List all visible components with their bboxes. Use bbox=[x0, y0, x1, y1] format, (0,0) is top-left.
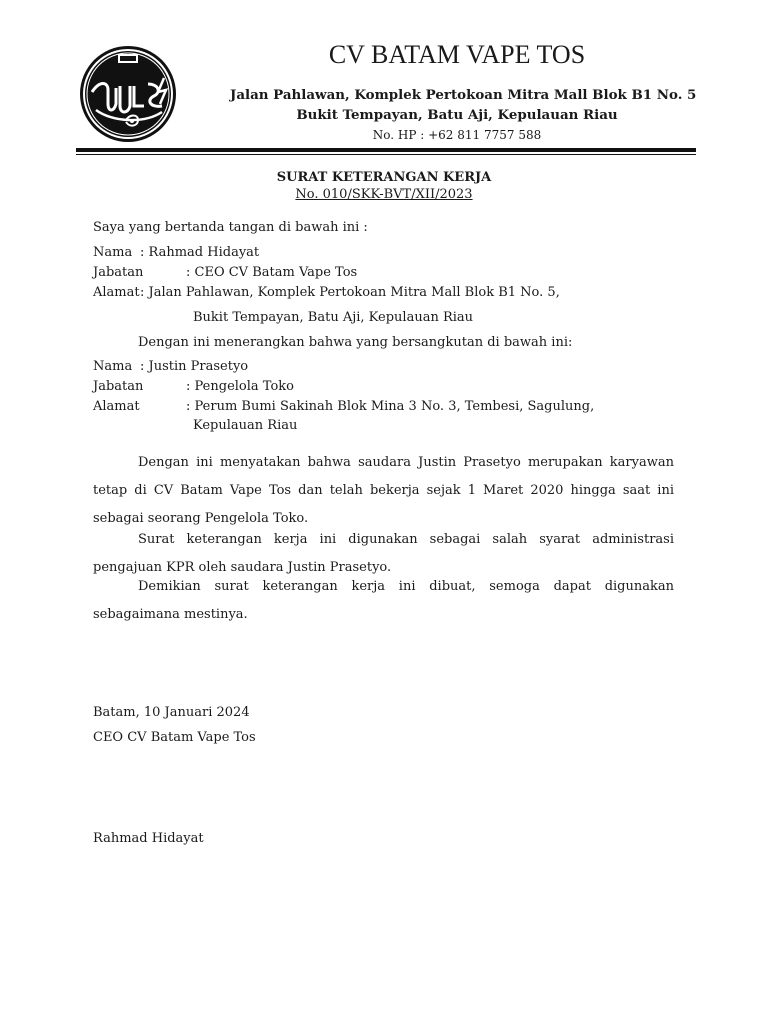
body-paragraph-3 bbox=[93, 573, 674, 629]
letterhead-divider-thin bbox=[76, 154, 696, 155]
employee-address-label: Alamat bbox=[93, 399, 140, 414]
letterhead-divider-thick bbox=[76, 148, 696, 152]
employee-position-value: : Pengelola Toko bbox=[186, 379, 294, 394]
closing-signer-title: CEO CV Batam Vape Tos bbox=[93, 730, 256, 745]
statement-intro: Dengan ini menerangkan bahwa yang bersangkutan di bawah ini: bbox=[138, 335, 573, 350]
signer-name-label: Nama bbox=[93, 245, 133, 260]
body-paragraph-1-text: Dengan ini menyatakan bahwa saudara Justin Prasetyo merupakan karyawan tetap di CV Batam Vape Tos dan telah bekerja sejak 1 Maret 2020 hingga saat ini sebagai seorang Pengelola Toko. bbox=[93, 455, 674, 526]
company-name: CV BATAM VAPE TOS bbox=[328, 40, 586, 69]
company-address-line1: Jalan Pahlawan, Komplek Pertokoan Mitra Mall Blok B1 No. 5 bbox=[230, 87, 697, 103]
signer-address-value-line2: Bukit Tempayan, Batu Aji, Kepulauan Riau bbox=[193, 310, 474, 325]
document-number bbox=[184, 187, 584, 202]
document-title: SURAT KETERANGAN KERJA bbox=[276, 170, 492, 185]
signer-position-label: Jabatan bbox=[93, 265, 144, 280]
company-phone: No. HP : +62 811 7757 588 bbox=[372, 128, 542, 142]
closing-signer-name: Rahmad Hidayat bbox=[93, 831, 204, 846]
employee-name-label: Nama bbox=[93, 359, 133, 374]
signer-address-label: Alamat bbox=[93, 285, 140, 300]
signer-name-value: : Rahmad Hidayat bbox=[140, 245, 260, 260]
employee-address-value-line2: Kepulauan Riau bbox=[193, 418, 298, 433]
closing-place-date: Batam, 10 Januari 2024 bbox=[93, 705, 250, 720]
document-number-text: No. 010/SKK-BVT/XII/2023 bbox=[295, 187, 473, 202]
company-address-line2: Bukit Tempayan, Batu Aji, Kepulauan Riau bbox=[296, 107, 618, 123]
employee-name-value: : Justin Prasetyo bbox=[140, 359, 249, 374]
employee-address-value-line1: : Perum Bumi Sakinah Blok Mina 3 No. 3, Tembesi, Sagulung, bbox=[186, 399, 595, 414]
signer-position-value: : CEO CV Batam Vape Tos bbox=[186, 265, 358, 280]
intro-text: Saya yang bertanda tangan di bawah ini : bbox=[93, 220, 368, 235]
body-paragraph-1 bbox=[93, 449, 674, 533]
body-paragraph-2-text: Surat keterangan kerja ini digunakan sebagai salah syarat administrasi pengajuan KPR oleh saudara Justin Prasetyo. bbox=[93, 532, 674, 575]
company-logo-icon bbox=[78, 44, 178, 144]
employee-position-label: Jabatan bbox=[93, 379, 144, 394]
signer-address-value-line1: : Jalan Pahlawan, Komplek Pertokoan Mitra Mall Blok B1 No. 5, bbox=[140, 285, 560, 300]
body-paragraph-3-text: Demikian surat keterangan kerja ini dibuat, semoga dapat digunakan sebagaimana mestinya. bbox=[93, 579, 674, 622]
